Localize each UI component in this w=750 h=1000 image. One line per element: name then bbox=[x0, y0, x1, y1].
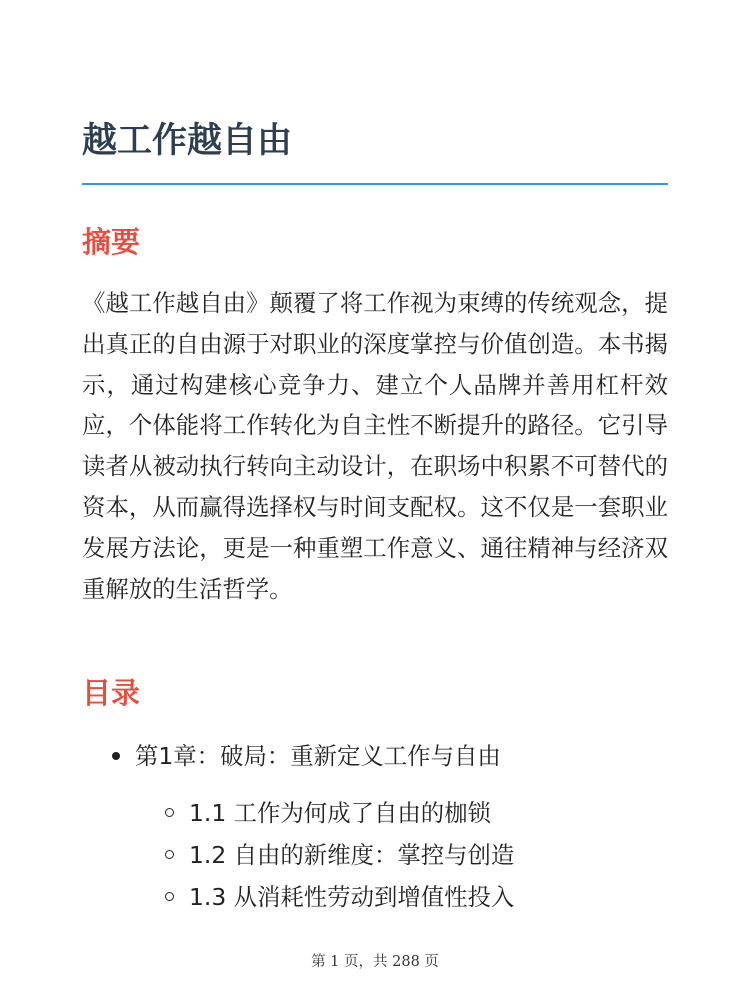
toc-heading: 目录 bbox=[82, 676, 141, 710]
toc-chapter-item bbox=[82, 736, 668, 776]
toc-chapter-label: 第1章：破局：重新定义工作与自由 bbox=[135, 742, 501, 770]
toc-section-list bbox=[82, 792, 668, 918]
toc-section-label: 1.1 工作为何成了自由的枷锁 bbox=[189, 799, 491, 827]
toc-section-item bbox=[82, 792, 668, 834]
bullet-circle-icon bbox=[165, 892, 174, 901]
toc-section-item bbox=[82, 876, 668, 918]
abstract-heading: 摘要 bbox=[82, 225, 141, 259]
toc-section-label: 1.3 从消耗性劳动到增值性投入 bbox=[189, 883, 515, 911]
title-divider bbox=[82, 183, 668, 185]
bullet-circle-icon bbox=[165, 850, 174, 859]
page-number-footer: 第 1 页，共 288 页 bbox=[311, 954, 439, 970]
document-title: 越工作越自由 bbox=[82, 121, 293, 161]
bullet-disc-icon bbox=[112, 752, 120, 760]
toc-chapter-list bbox=[82, 736, 668, 776]
toc-section-label: 1.2 自由的新维度：掌控与创造 bbox=[189, 841, 515, 869]
bullet-circle-icon bbox=[165, 808, 174, 817]
abstract-paragraph: 《越工作越自由》颠覆了将工作视为束缚的传统观念，提出真正的自由源于对职业的深度掌控与价值创造。本书揭示，通过构建核心竞争力、建立个人品牌并善用杠杆效应，个体能将工作转化为自主性不断提升的路径。它引导读者从被动执行转向主动设计，在职场中积累不可替代的资本，从而赢得选择权与时间支配权。这不仅是一套职业发展方法论，更是一种重塑工作意义、通往精神与经济双重解放的生活哲学。 bbox=[82, 289, 668, 603]
document-page bbox=[82, 0, 668, 1000]
toc-section-item bbox=[82, 834, 668, 876]
